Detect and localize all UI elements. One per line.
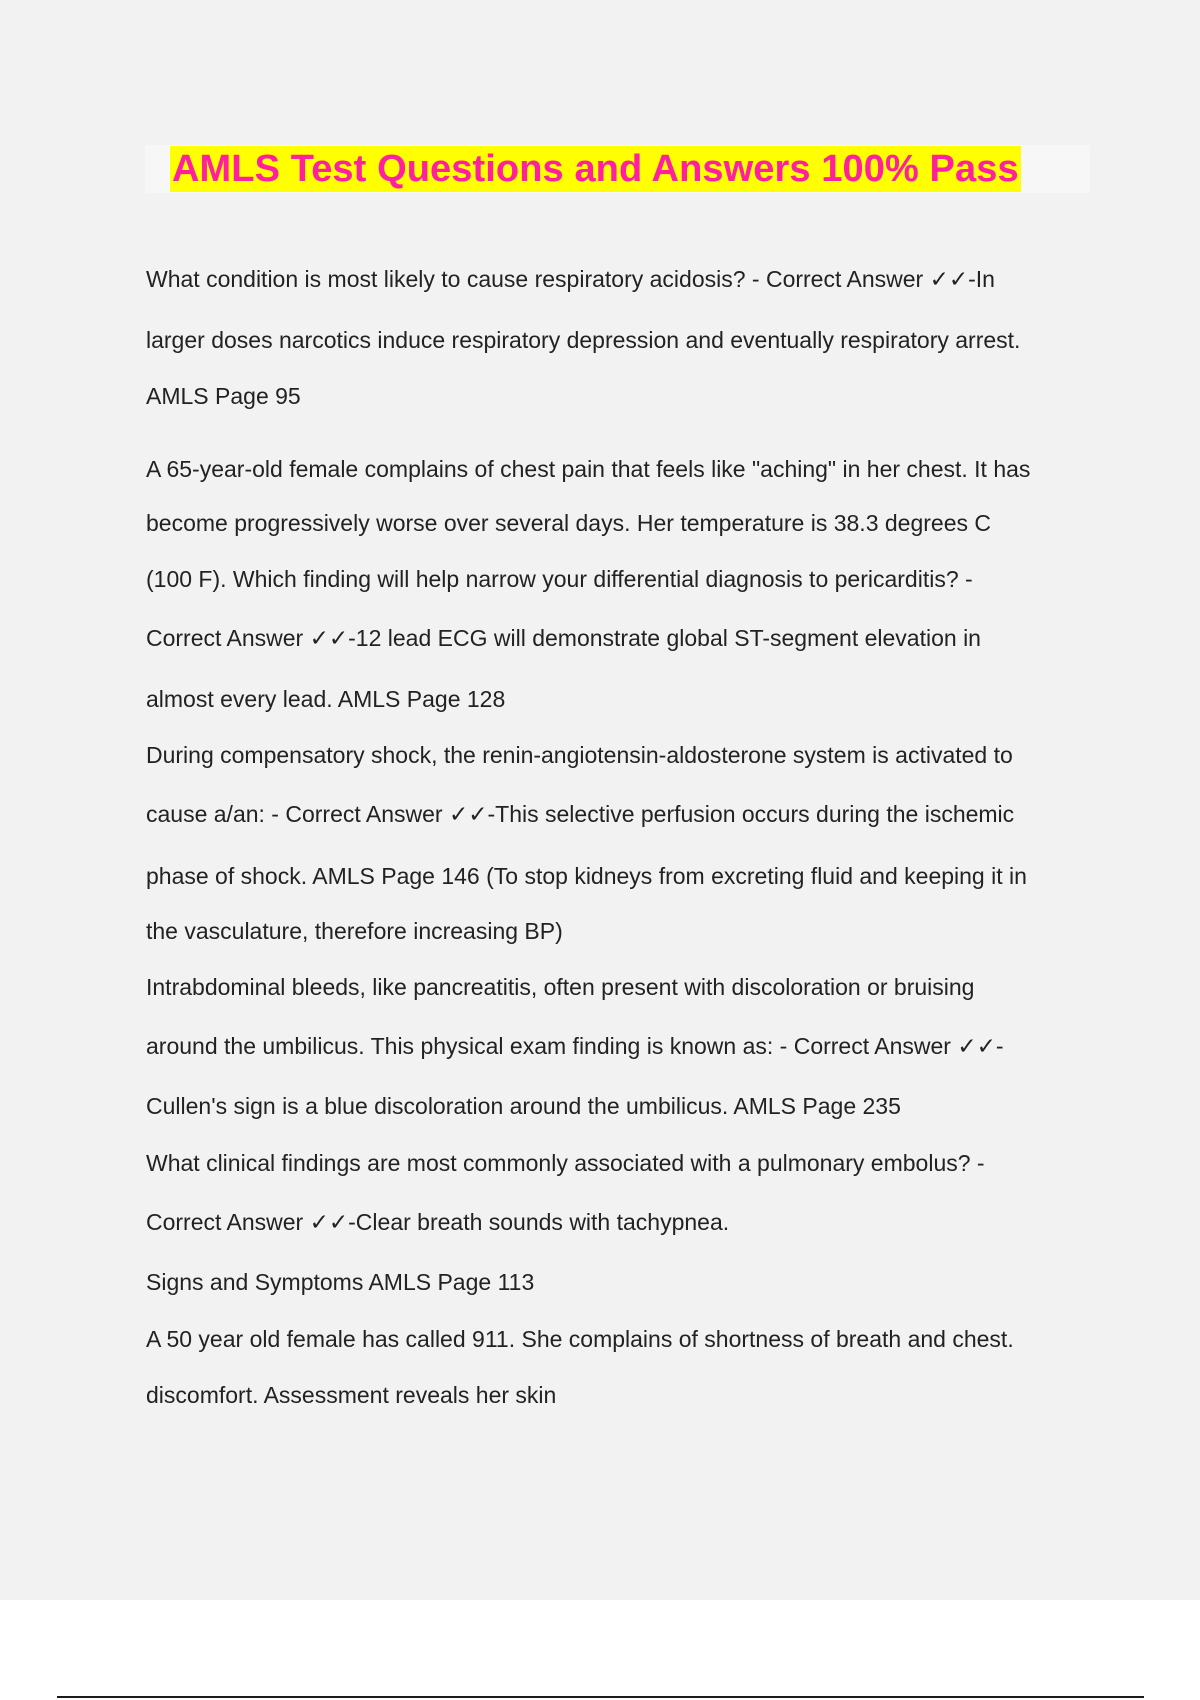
- text-line: Intrabdominal bleeds, like pancreatitis, often present with discoloration or bruising: [146, 974, 975, 1000]
- text-line: A 65-year-old female complains of chest pain that feels like "aching" in her chest. It has: [146, 456, 1031, 482]
- text-line: What condition is most likely to cause respiratory acidosis? - Correct Answer ✓✓-In: [146, 266, 995, 292]
- text-line: larger doses narcotics induce respiratory depression and eventually respiratory arrest.: [146, 327, 1021, 353]
- text-line: AMLS Page 95: [146, 383, 301, 409]
- text-line: During compensatory shock, the renin-angiotensin-aldosterone system is activated to: [146, 742, 1013, 768]
- text-line: discomfort. Assessment reveals her skin: [146, 1382, 557, 1408]
- text-line: Signs and Symptoms AMLS Page 113: [146, 1269, 535, 1295]
- text-line: Correct Answer ✓✓-12 lead ECG will demonstrate global ST-segment elevation in: [146, 625, 981, 651]
- text-line: almost every lead. AMLS Page 128: [146, 686, 506, 712]
- text-line: cause a/an: - Correct Answer ✓✓-This selective perfusion occurs during the ischemic: [146, 801, 1015, 827]
- text-line: become progressively worse over several days. Her temperature is 38.3 degrees C: [146, 510, 991, 536]
- text-line: Cullen's sign is a blue discoloration around the umbilicus. AMLS Page 235: [146, 1093, 901, 1119]
- text-line: (100 F). Which finding will help narrow your differential diagnosis to pericarditis? -: [146, 566, 973, 592]
- document-title: AMLS Test Questions and Answers 100% Pass: [172, 148, 1019, 190]
- bottom-divider: [57, 1696, 1144, 1698]
- text-line: What clinical findings are most commonly associated with a pulmonary embolus? -: [146, 1150, 985, 1176]
- text-line: the vasculature, therefore increasing BP): [146, 918, 563, 944]
- text-line: around the umbilicus. This physical exam finding is known as: - Correct Answer ✓✓-: [146, 1033, 1004, 1059]
- text-line: phase of shock. AMLS Page 146 (To stop kidneys from excreting fluid and keeping it in: [146, 863, 1027, 889]
- text-line: A 50 year old female has called 911. She complains of shortness of breath and chest.: [146, 1326, 1014, 1352]
- text-line: Correct Answer ✓✓-Clear breath sounds with tachypnea.: [146, 1209, 730, 1235]
